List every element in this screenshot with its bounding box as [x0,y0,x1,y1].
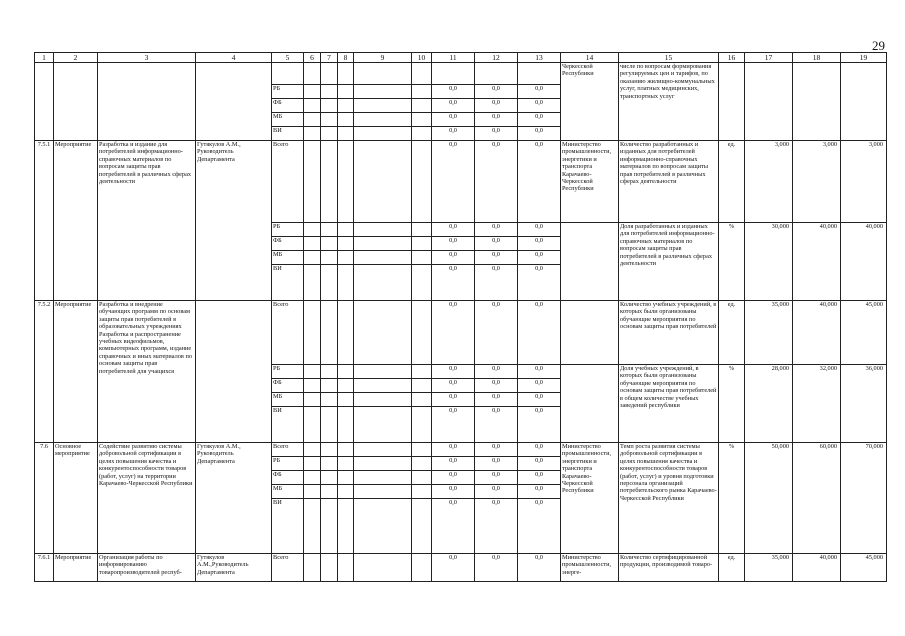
cell-empty [354,127,412,141]
funding-source: МБ [272,113,304,127]
cell-empty [354,237,412,251]
unit [719,63,745,141]
value-col-13: 0,0 [518,127,561,141]
cell-empty [338,379,354,393]
cell-empty [354,265,412,301]
funding-source: МБ [272,393,304,407]
value-col-12: 0,0 [475,301,518,365]
value-col-11: 0,0 [432,365,475,379]
table-row [35,63,887,85]
value-col-13: 0,0 [518,457,561,471]
executor [561,301,619,365]
value-col-12: 0,0 [475,237,518,251]
cell-empty [304,301,321,365]
funding-source: Всего [272,301,304,365]
funding-source: РБ [272,365,304,379]
column-header: 8 [338,53,354,63]
cell-empty [321,265,338,301]
target-col-19: 40,000 [841,223,887,301]
cell-empty [354,499,412,554]
target-col-17: 30,000 [745,223,793,301]
funding-source: ФБ [272,237,304,251]
target-col-18: 60,000 [793,443,841,554]
cell-empty [338,63,354,85]
cell-empty [412,499,432,554]
cell-empty [304,237,321,251]
program-table [34,52,887,582]
cell-empty [304,63,321,85]
funding-source: ФБ [272,471,304,485]
column-header: 12 [475,53,518,63]
value-col-13: 0,0 [518,113,561,127]
column-header: 14 [561,53,619,63]
target-col-18 [793,63,841,141]
cell-empty [412,265,432,301]
value-col-12: 0,0 [475,443,518,457]
cell-empty [412,127,432,141]
value-col-11: 0,0 [432,499,475,554]
item-type: Мероприятие [54,301,98,443]
cell-empty [321,223,338,237]
cell-empty [304,365,321,379]
cell-empty [304,379,321,393]
value-col-12: 0,0 [475,141,518,223]
cell-empty [304,485,321,499]
value-col-12: 0,0 [475,365,518,379]
cell-empty [321,99,338,113]
target-col-19: 45,000 [841,301,887,365]
table-row [35,554,887,582]
item-name: Содействие развитию системы добровольной сертификации в целях повышения качества и конкурентоспособности товаров (работ, услуг) на территории Карачаево-Черкесской Республики [98,443,196,554]
value-col-12: 0,0 [475,471,518,485]
value-col-11: 0,0 [432,85,475,99]
table-row [35,141,887,223]
cell-empty [304,85,321,99]
item-type: Мероприятие [54,141,98,301]
page-number: 29 [872,38,885,53]
value-col-13: 0,0 [518,237,561,251]
cell-empty [412,251,432,265]
value-col-13: 0,0 [518,554,561,582]
cell-empty [412,457,432,471]
value-col-13: 0,0 [518,251,561,265]
cell-empty [338,365,354,379]
item-number: 7.5.1 [35,141,54,301]
funding-source: ФБ [272,99,304,113]
value-col-11: 0,0 [432,265,475,301]
value-col-12: 0,0 [475,251,518,265]
value-col-12: 0,0 [475,99,518,113]
cell-empty [304,499,321,554]
cell-empty [354,393,412,407]
column-header: 9 [354,53,412,63]
item-name [98,63,196,141]
cell-empty [354,113,412,127]
cell-empty [304,471,321,485]
cell-empty [338,265,354,301]
value-col-11: 0,0 [432,407,475,443]
value-col-13: 0,0 [518,365,561,379]
unit: ед. [719,554,745,582]
cell-empty [338,251,354,265]
value-col-13: 0,0 [518,485,561,499]
target-col-18: 40,000 [793,223,841,301]
value-col-11: 0,0 [432,127,475,141]
funding-source: Всего [272,443,304,457]
value-col-12: 0,0 [475,485,518,499]
value-col-13: 0,0 [518,393,561,407]
target-col-18: 32,000 [793,365,841,443]
value-col-11: 0,0 [432,141,475,223]
responsible: Гутякулов А.М.,Руководитель Департамента [196,554,272,582]
cell-empty [338,457,354,471]
cell-empty [338,223,354,237]
target-col-17: 28,000 [745,365,793,443]
cell-empty [412,223,432,237]
cell-empty [412,99,432,113]
target-col-17: 35,000 [745,301,793,365]
value-col-12: 0,0 [475,127,518,141]
cell-empty [354,471,412,485]
unit: ед. [719,141,745,223]
cell-empty [354,223,412,237]
cell-empty [412,237,432,251]
executor: Министерство промышленности, энергетики и транспорта Карачаево-Черкесской Республики [561,141,619,223]
cell-empty [304,554,321,582]
cell-empty [412,113,432,127]
cell-empty [321,301,338,365]
target-col-17 [745,63,793,141]
table-row [35,443,887,457]
cell-empty [304,251,321,265]
cell-empty [412,485,432,499]
column-header: 3 [98,53,196,63]
target-col-17: 50,000 [745,443,793,554]
cell-empty [321,113,338,127]
unit: % [719,365,745,443]
cell-empty [338,485,354,499]
target-col-19: 36,000 [841,365,887,443]
cell-empty [412,379,432,393]
value-col-11: 0,0 [432,554,475,582]
funding-source [272,63,304,85]
unit: % [719,443,745,554]
indicator-text: числе по вопросам формирования регулируемых цен и тарифов, по оказанию жилищно-коммунальных услуг, платных медицинских, транспортных услуг [619,63,719,141]
cell-empty [304,393,321,407]
value-col-13: 0,0 [518,379,561,393]
indicator-text: Темп роста развития системы добровольной сертификации в целях повышения качества и конкурентоспособности товаров (работ, услуг) и уровня подготовки персонала организаций потребительского рынка Карачаево-Черкесской Республики [619,443,719,554]
indicator-text: Доля разработанных и изданных для потребителей информационно-справочных материалов по вопросам защиты прав потребителей в различных сферах деятельности [619,223,719,301]
item-name: Организация работы по информированию товаропроизводителей респуб- [98,554,196,582]
cell-empty [321,407,338,443]
cell-empty [412,443,432,457]
value-col-11: 0,0 [432,443,475,457]
cell-empty [338,554,354,582]
cell-empty [304,265,321,301]
column-header: 4 [196,53,272,63]
value-col-12: 0,0 [475,457,518,471]
cell-empty [354,99,412,113]
cell-empty [321,365,338,379]
cell-empty [321,393,338,407]
cell-empty [412,301,432,365]
cell-empty [338,443,354,457]
target-col-18: 40,000 [793,554,841,582]
value-col-13: 0,0 [518,223,561,237]
column-header: 2 [54,53,98,63]
column-header: 6 [304,53,321,63]
cell-empty [338,99,354,113]
cell-empty [338,141,354,223]
cell-empty [321,443,338,457]
funding-source: ВИ [272,499,304,554]
target-col-19: 45,000 [841,554,887,582]
cell-empty [338,127,354,141]
value-col-13: 0,0 [518,499,561,554]
item-number [35,63,54,141]
value-col-13: 0,0 [518,301,561,365]
cell-empty [338,471,354,485]
column-header: 15 [619,53,719,63]
cell-empty [304,99,321,113]
item-type [54,63,98,141]
cell-empty [321,554,338,582]
value-col-12 [475,63,518,85]
cell-empty [321,379,338,393]
executor: Черкесской Республики [561,63,619,141]
cell-empty [338,393,354,407]
cell-empty [354,141,412,223]
value-col-12: 0,0 [475,113,518,127]
cell-empty [412,471,432,485]
funding-source: МБ [272,251,304,265]
value-col-11: 0,0 [432,223,475,237]
table-row [35,301,887,365]
value-col-11: 0,0 [432,251,475,265]
value-col-11: 0,0 [432,471,475,485]
value-col-12: 0,0 [475,379,518,393]
cell-empty [354,485,412,499]
executor [561,365,619,443]
item-type: Мероприятие [54,554,98,582]
value-col-11: 0,0 [432,99,475,113]
cell-empty [338,499,354,554]
cell-empty [338,301,354,365]
cell-empty [304,223,321,237]
cell-empty [321,499,338,554]
funding-source: РБ [272,457,304,471]
target-col-18: 3,000 [793,141,841,223]
target-col-17: 3,000 [745,141,793,223]
indicator-text: Количество учебных учреждений, в которых были организованы обучающие мероприятия по основам защиты прав потребителей [619,301,719,365]
value-col-11: 0,0 [432,113,475,127]
value-col-12: 0,0 [475,393,518,407]
value-col-13: 0,0 [518,443,561,457]
funding-source: Всего [272,141,304,223]
value-col-11: 0,0 [432,393,475,407]
funding-source: ВИ [272,407,304,443]
cell-empty [354,365,412,379]
funding-source: МБ [272,485,304,499]
cell-empty [412,63,432,85]
cell-empty [412,85,432,99]
value-col-13: 0,0 [518,141,561,223]
cell-empty [412,554,432,582]
value-col-12: 0,0 [475,554,518,582]
value-col-11: 0,0 [432,485,475,499]
cell-empty [321,457,338,471]
funding-source: РБ [272,223,304,237]
table-body [35,53,887,582]
cell-empty [354,379,412,393]
funding-source: ФБ [272,379,304,393]
value-col-11 [432,63,475,85]
cell-empty [354,301,412,365]
cell-empty [412,141,432,223]
funding-source: РБ [272,85,304,99]
cell-empty [354,407,412,443]
column-header: 18 [793,53,841,63]
item-number: 7.5.2 [35,301,54,443]
column-header: 11 [432,53,475,63]
value-col-11: 0,0 [432,379,475,393]
cell-empty [304,113,321,127]
indicator-text: Доля учебных учреждений, в которых были организованы обучающие мероприятия по основам защиты прав потребителей в общем количестве учебных заведений республики [619,365,719,443]
value-col-13: 0,0 [518,471,561,485]
cell-empty [338,407,354,443]
value-col-12: 0,0 [475,265,518,301]
column-header: 5 [272,53,304,63]
responsible [196,63,272,141]
value-col-13: 0,0 [518,85,561,99]
value-col-11: 0,0 [432,301,475,365]
cell-empty [338,237,354,251]
cell-empty [304,443,321,457]
unit: % [719,223,745,301]
value-col-13 [518,63,561,85]
column-header: 19 [841,53,887,63]
target-col-17: 35,000 [745,554,793,582]
header-row [35,53,887,63]
value-col-12: 0,0 [475,85,518,99]
indicator-text: Количество сертифицированной продукции, производимой товаро- [619,554,719,582]
responsible: Гутякулов А.М., Руководитель Департамента [196,141,272,301]
responsible [196,301,272,443]
cell-empty [321,485,338,499]
cell-empty [338,113,354,127]
cell-empty [354,85,412,99]
cell-empty [412,365,432,379]
column-header: 16 [719,53,745,63]
cell-empty [354,554,412,582]
cell-empty [321,85,338,99]
cell-empty [321,63,338,85]
cell-empty [321,251,338,265]
item-number: 7.6.1 [35,554,54,582]
target-col-19: 3,000 [841,141,887,223]
cell-empty [304,457,321,471]
cell-empty [412,393,432,407]
item-number: 7.6 [35,443,54,554]
executor: Министерство промышленности, энерге- [561,554,619,582]
cell-empty [354,443,412,457]
cell-empty [321,127,338,141]
target-col-19 [841,63,887,141]
column-header: 10 [412,53,432,63]
item-type: Основное мероприятие [54,443,98,554]
cell-empty [321,237,338,251]
item-name: Разработка и издание для потребителей информационно-справочных материалов по вопросам защиты прав потребителей в различных сферах деятельности [98,141,196,301]
value-col-13: 0,0 [518,99,561,113]
cell-empty [354,251,412,265]
value-col-13: 0,0 [518,265,561,301]
target-col-19: 70,000 [841,443,887,554]
column-header: 17 [745,53,793,63]
cell-empty [412,407,432,443]
target-col-18: 40,000 [793,301,841,365]
executor [561,223,619,301]
column-header: 13 [518,53,561,63]
value-col-13: 0,0 [518,407,561,443]
cell-empty [304,127,321,141]
cell-empty [321,141,338,223]
cell-empty [354,457,412,471]
cell-empty [338,85,354,99]
unit: ед. [719,301,745,365]
cell-empty [321,471,338,485]
value-col-12: 0,0 [475,499,518,554]
cell-empty [304,407,321,443]
funding-source: ВИ [272,127,304,141]
indicator-text: Количество разработанных и изданных для потребителей информационно-справочных материалов по вопросам защиты прав потребителей в различных сферах деятельности [619,141,719,223]
executor: Министерство промышленности, энергетики и транспорта Карачаево-Черкесской Республики [561,443,619,554]
value-col-11: 0,0 [432,237,475,251]
item-name: Разработка и внедрение обучающих программ по основам защиты прав потребителей в образовательных учреждениях Разработка и распространение учебных видеофильмов, компьютерных программ, издание справочных и иных материалов по основам защиты прав потребителей для учащихся [98,301,196,443]
value-col-12: 0,0 [475,223,518,237]
value-col-12: 0,0 [475,407,518,443]
column-header: 7 [321,53,338,63]
cell-empty [304,141,321,223]
responsible: Гутякулов А.М., Руководитель Департамента [196,443,272,554]
funding-source: Всего [272,554,304,582]
column-header: 1 [35,53,54,63]
value-col-11: 0,0 [432,457,475,471]
cell-empty [354,63,412,85]
funding-source: ВИ [272,265,304,301]
